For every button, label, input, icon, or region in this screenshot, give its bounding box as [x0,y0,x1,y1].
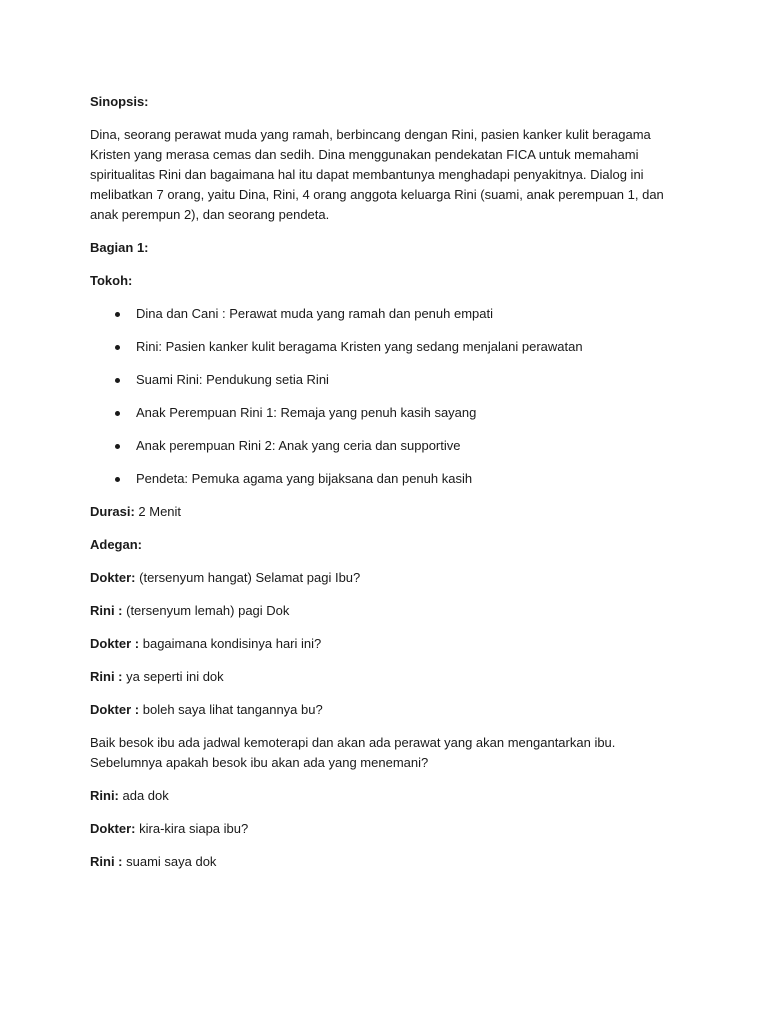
dialogue-speaker: Rini : [90,603,123,618]
bullet-icon [115,411,120,416]
cast-item [90,370,688,390]
dialogue-speaker: Dokter : [90,636,140,651]
synopsis-heading: Sinopsis: [90,94,149,109]
dialogue-text: suami saya dok [122,854,217,869]
cast-item-text: Suami Rini: Pendukung setia Rini [136,372,329,387]
dialogue-line [90,700,688,720]
cast-item [90,436,688,456]
duration-line [90,502,688,522]
dialogue-paragraph [90,733,688,773]
dialogue-text: bagaimana kondisinya hari ini? [139,636,322,651]
dialogue-speaker: Dokter: [90,821,136,836]
duration-value: 2 Menit [134,504,182,519]
dialogue-speaker: Rini : [90,854,123,869]
dialogue-text: ada dok [118,788,169,803]
scene-heading: Adegan: [90,537,142,552]
dialogue-speaker: Rini: [90,788,119,803]
duration-label: Durasi: [90,504,135,519]
dialogue-speaker: Rini : [90,669,123,684]
part-heading: Bagian 1: [90,240,149,255]
cast-item [90,403,688,423]
dialogue-text: (tersenyum hangat) Selamat pagi Ibu? [135,570,361,585]
dialogue-text: Baik besok ibu ada jadwal kemoterapi dan akan ada perawat yang akan mengantarkan ibu. Sebelumnya apakah besok ibu akan ada yang menemani? [90,735,616,770]
cast-item-text: Rini: Pasien kanker kulit beragama Kristen yang sedang menjalani perawatan [136,339,583,354]
dialogue-speaker: Dokter: [90,570,136,585]
dialogue-text: ya seperti ini dok [122,669,224,684]
dialogue-line [90,852,688,872]
dialogue-speaker: Dokter : [90,702,140,717]
cast-item-text: Dina dan Cani : Perawat muda yang ramah dan penuh empati [136,306,493,321]
dialogue-line [90,667,688,687]
dialogue-line [90,601,688,621]
cast-item-text: Pendeta: Pemuka agama yang bijaksana dan penuh kasih [136,471,473,486]
dialogue-line [90,568,688,588]
cast-list [90,304,688,489]
bullet-icon [115,477,120,482]
bullet-icon [115,444,120,449]
bullet-icon [115,345,120,350]
dialogue-text: (tersenyum lemah) pagi Dok [122,603,290,618]
dialogue-line [90,634,688,654]
dialogue-text: boleh saya lihat tangannya bu? [139,702,323,717]
cast-heading: Tokoh: [90,273,133,288]
bullet-icon [115,378,120,383]
cast-item-text: Anak Perempuan Rini 1: Remaja yang penuh kasih sayang [136,405,477,420]
cast-item [90,304,688,324]
dialogue-text: kira-kira siapa ibu? [135,821,249,836]
cast-item [90,337,688,357]
cast-item-text: Anak perempuan Rini 2: Anak yang ceria dan supportive [136,438,461,453]
dialogue-line [90,786,688,806]
dialogue-line [90,819,688,839]
synopsis-text: Dina, seorang perawat muda yang ramah, berbincang dengan Rini, pasien kanker kulit beragama Kristen yang merasa cemas dan sedih. Dina menggunakan pendekatan FICA untuk memahami spiritualitas Rini dan bagaimana hal itu dapat membantunya menghadapi penyakitnya. Dialog ini melibatkan 7 orang, yaitu Dina, Rini, 4 orang anggota keluarga Rini (suami, anak perempuan 1, dan anak perempun 2), dan seorang pendeta. [90,127,664,222]
cast-item [90,469,688,489]
bullet-icon [115,312,120,317]
